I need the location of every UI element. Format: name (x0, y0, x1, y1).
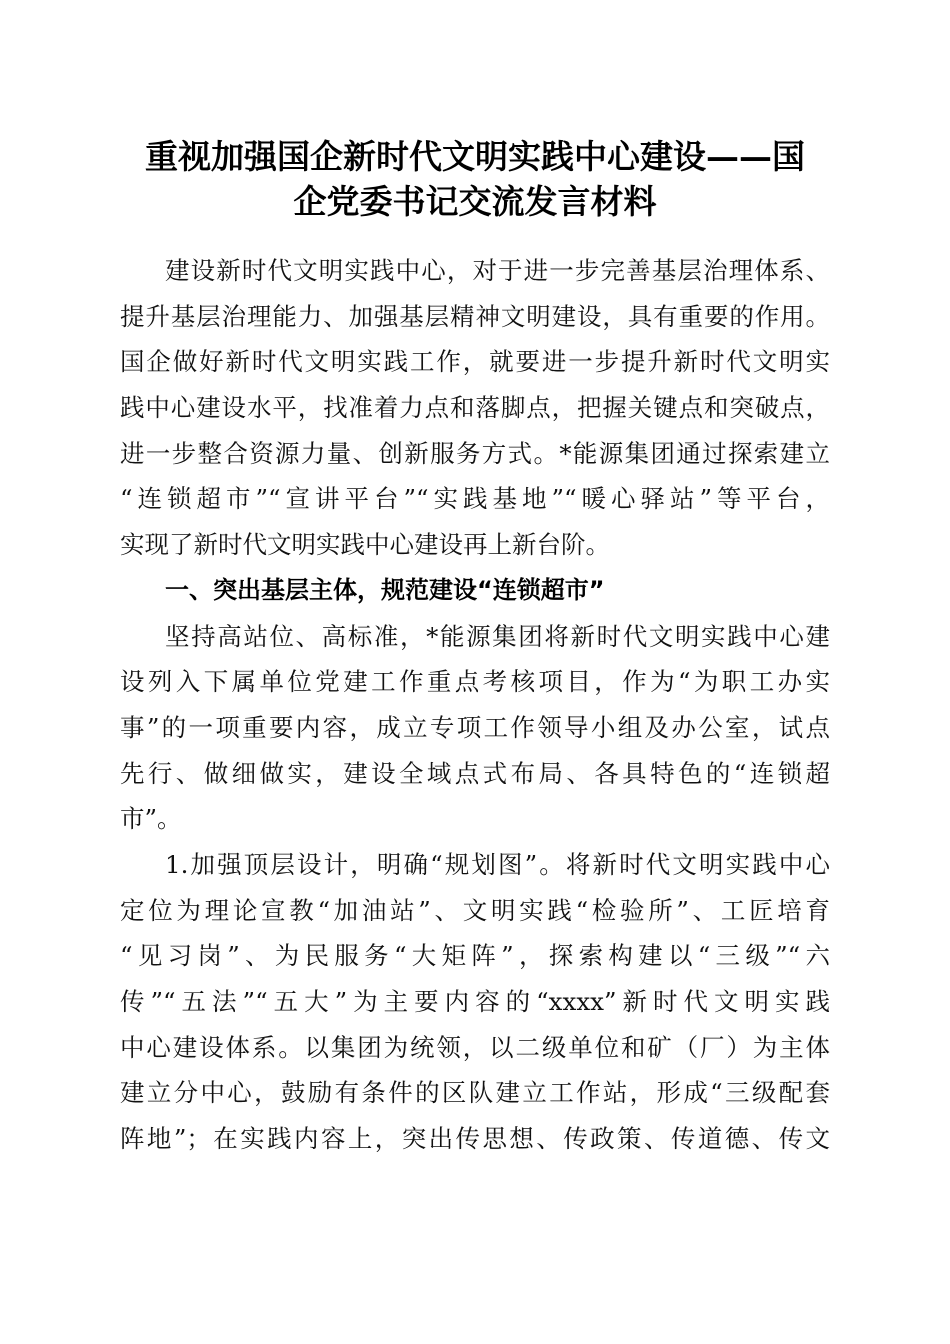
paragraph-line: 提升基层治理能力、加强基层精神文明建设，具有重要的作用。 (120, 301, 830, 331)
paragraph-line: 国企做好新时代文明实践工作，就要进一步提升新时代文明实 (120, 347, 830, 377)
paragraph-line: 进一步整合资源力量、创新服务方式。*能源集团通过探索建立 (120, 438, 830, 468)
paragraph-line: 中心建设体系。以集团为统领，以二级单位和矿（厂）为主体 (120, 1032, 830, 1062)
paragraph-line: “连锁超市”“宣讲平台”“实践基地”“暖心驿站”等平台， (120, 484, 830, 514)
paragraph-line: 设列入下属单位党建工作重点考核项目，作为“为职工办实 (120, 667, 830, 697)
paragraph-line: 事”的一项重要内容，成立专项工作领导小组及办公室，试点 (120, 712, 830, 742)
title-line-2: 企党委书记交流发言材料 (293, 182, 657, 221)
paragraph-line: 实现了新时代文明实践中心建设再上新台阶。 (120, 530, 610, 560)
paragraph-line: 定位为理论宣教“加油站”、文明实践“检验所”、工匠培育 (120, 895, 830, 925)
paragraph-section-1 (120, 614, 830, 842)
paragraph-line: “见习岗”、为民服务“大矩阵”，探索构建以“三级”“六 (120, 941, 830, 971)
document-body (120, 248, 830, 1162)
paragraph-line: 市”。 (120, 804, 182, 834)
paragraph-line: 建设新时代文明实践中心，对于进一步完善基层治理体系、 (165, 256, 830, 285)
paragraph-line: 阵地”；在实践内容上，突出传思想、传政策、传道德、传文 (120, 1124, 830, 1154)
paragraph-item-1 (120, 842, 830, 1162)
paragraph-line: 践中心建设水平，找准着力点和落脚点，把握关键点和突破点， (120, 393, 830, 423)
paragraph-line: 先行、做细做实，建设全域点式布局、各具特色的“连锁超 (120, 758, 830, 788)
paragraph-intro (120, 248, 830, 568)
paragraph-line: 建立分中心，鼓励有条件的区队建立工作站，形成“三级配套 (120, 1078, 830, 1108)
title-line-1: 重视加强国企新时代文明实践中心建设——国 (145, 137, 805, 176)
paragraph-line: 坚持高站位、高标准，*能源集团将新时代文明实践中心建 (165, 621, 830, 651)
paragraph-line: 传”“五法”“五大”为主要内容的“xxxx”新时代文明实践 (120, 987, 830, 1016)
section-heading: 一、突出基层主体，规范建设“连锁超市” (165, 575, 605, 604)
paragraph-line: 1.加强顶层设计，明确“规划图”。将新时代文明实践中心 (165, 849, 830, 879)
document-title (100, 134, 850, 224)
